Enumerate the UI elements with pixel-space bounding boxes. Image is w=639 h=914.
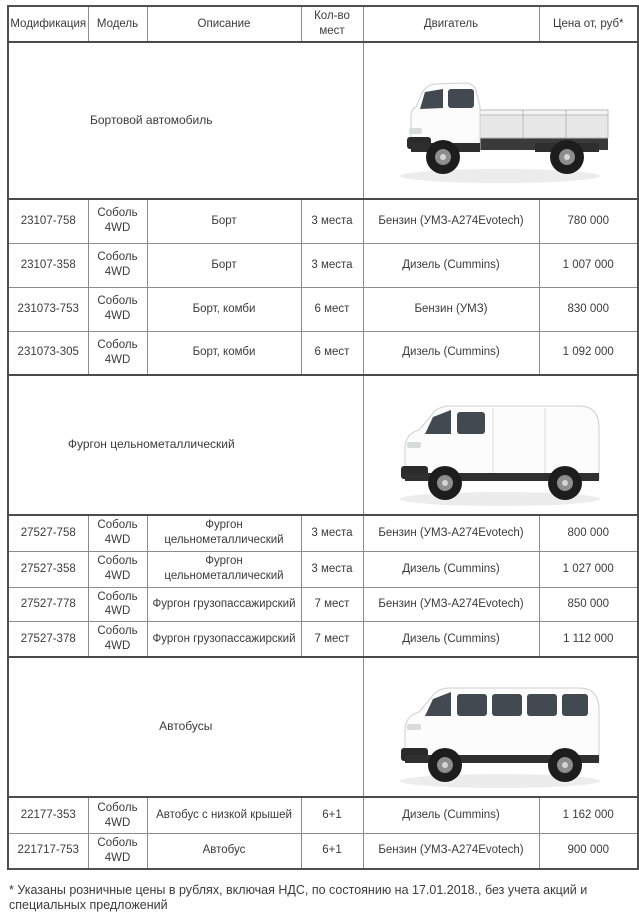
description-cell: Борт [147, 199, 301, 243]
modification-cell: 22177-353 [8, 797, 88, 833]
column-header: Двигатель [363, 6, 539, 42]
footnote [9, 883, 609, 914]
price-cell: 830 000 [539, 287, 638, 331]
price-cell: 850 000 [539, 587, 638, 622]
modification-cell: 231073-753 [8, 287, 88, 331]
model-cell: Соболь 4WD [88, 287, 147, 331]
model-cell: Соболь 4WD [88, 587, 147, 622]
model-cell: Соболь 4WD [88, 331, 147, 375]
table-row [8, 331, 638, 375]
description-cell: Борт, комби [147, 287, 301, 331]
seats-cell: 6+1 [301, 797, 363, 833]
price-cell: 1 007 000 [539, 243, 638, 287]
modification-cell: 23107-758 [8, 199, 88, 243]
engine-cell: Бензин (УМЗ-А274Evotech) [363, 833, 539, 868]
section-row [8, 42, 638, 199]
column-header: Модель [88, 6, 147, 42]
seats-cell: 6 мест [301, 287, 363, 331]
description-cell: Фургон грузопассажирский [147, 622, 301, 657]
modification-cell: 27527-758 [8, 515, 88, 551]
seats-cell: 6 мест [301, 331, 363, 375]
engine-cell: Дизель (Cummins) [363, 551, 539, 587]
seats-cell: 3 места [301, 243, 363, 287]
modification-cell: 27527-778 [8, 587, 88, 622]
price-cell: 1 027 000 [539, 551, 638, 587]
engine-cell: Бензин (УМЗ-А274Evotech) [363, 199, 539, 243]
engine-cell: Бензин (УМЗ-А274Evotech) [363, 587, 539, 622]
table-row [8, 622, 638, 657]
engine-cell: Бензин (УМЗ-А274Evotech) [363, 515, 539, 551]
wheel [428, 466, 462, 500]
model-cell: Соболь 4WD [88, 515, 147, 551]
price-cell: 900 000 [539, 833, 638, 868]
table-row [8, 797, 638, 833]
description-cell: Автобус с низкой крышей [147, 797, 301, 833]
model-cell: Соболь 4WD [88, 797, 147, 833]
model-cell: Соболь 4WD [88, 551, 147, 587]
table-row [8, 515, 638, 551]
section-label: Автобусы [8, 657, 363, 797]
engine-cell: Дизель (Cummins) [363, 797, 539, 833]
modification-cell: 27527-378 [8, 622, 88, 657]
seats-cell: 3 места [301, 515, 363, 551]
description-cell: Фургон цельнометаллический [147, 551, 301, 587]
model-cell: Соболь 4WD [88, 243, 147, 287]
seats-cell: 7 мест [301, 622, 363, 657]
modification-cell: 27527-358 [8, 551, 88, 587]
price-cell: 800 000 [539, 515, 638, 551]
section-label: Фургон цельнометаллический [8, 375, 363, 515]
flatbed-truck-image [363, 42, 638, 199]
minibus-image [363, 657, 638, 797]
description-cell: Автобус [147, 833, 301, 868]
section-row [8, 375, 638, 515]
seats-cell: 3 места [301, 551, 363, 587]
wheel [550, 140, 584, 174]
description-cell: Фургон цельнометаллический [147, 515, 301, 551]
table-row [8, 551, 638, 587]
price-cell: 1 162 000 [539, 797, 638, 833]
column-header: Описание [147, 6, 301, 42]
description-cell: Борт, комби [147, 331, 301, 375]
header-row [8, 6, 638, 42]
wheel [428, 748, 462, 782]
engine-cell: Дизель (Cummins) [363, 622, 539, 657]
wheel [548, 748, 582, 782]
engine-cell: Дизель (Cummins) [363, 331, 539, 375]
footnote-line1: * Указаны розничные цены в рублях, включая НДС, по состоянию на 17.01.2018., без учета акций и [9, 882, 588, 897]
price-table [7, 5, 639, 870]
table-header [8, 6, 638, 42]
modification-cell: 23107-358 [8, 243, 88, 287]
price-cell: 1 092 000 [539, 331, 638, 375]
engine-cell: Бензин (УМЗ) [363, 287, 539, 331]
seats-cell: 6+1 [301, 833, 363, 868]
column-header: Кол-во мест [301, 6, 363, 42]
table-row [8, 199, 638, 243]
modification-cell: 221717-753 [8, 833, 88, 868]
engine-cell: Дизель (Cummins) [363, 243, 539, 287]
table-row [8, 287, 638, 331]
column-header: Цена от, руб* [539, 6, 638, 42]
column-header: Модификация [8, 6, 88, 42]
wheel [548, 466, 582, 500]
table-row [8, 833, 638, 868]
table-row [8, 587, 638, 622]
wheel [426, 140, 460, 174]
description-cell: Фургон грузопассажирский [147, 587, 301, 622]
seats-cell: 7 мест [301, 587, 363, 622]
table-body [8, 42, 638, 869]
panel-van-image [363, 375, 638, 515]
description-cell: Борт [147, 243, 301, 287]
price-cell: 1 112 000 [539, 622, 638, 657]
section-label: Бортовой автомобиль [8, 42, 363, 199]
section-row [8, 657, 638, 797]
model-cell: Соболь 4WD [88, 199, 147, 243]
footnote-line2: специальных предложений [9, 898, 168, 913]
modification-cell: 231073-305 [8, 331, 88, 375]
seats-cell: 3 места [301, 199, 363, 243]
model-cell: Соболь 4WD [88, 833, 147, 868]
table-row [8, 243, 638, 287]
price-cell: 780 000 [539, 199, 638, 243]
model-cell: Соболь 4WD [88, 622, 147, 657]
